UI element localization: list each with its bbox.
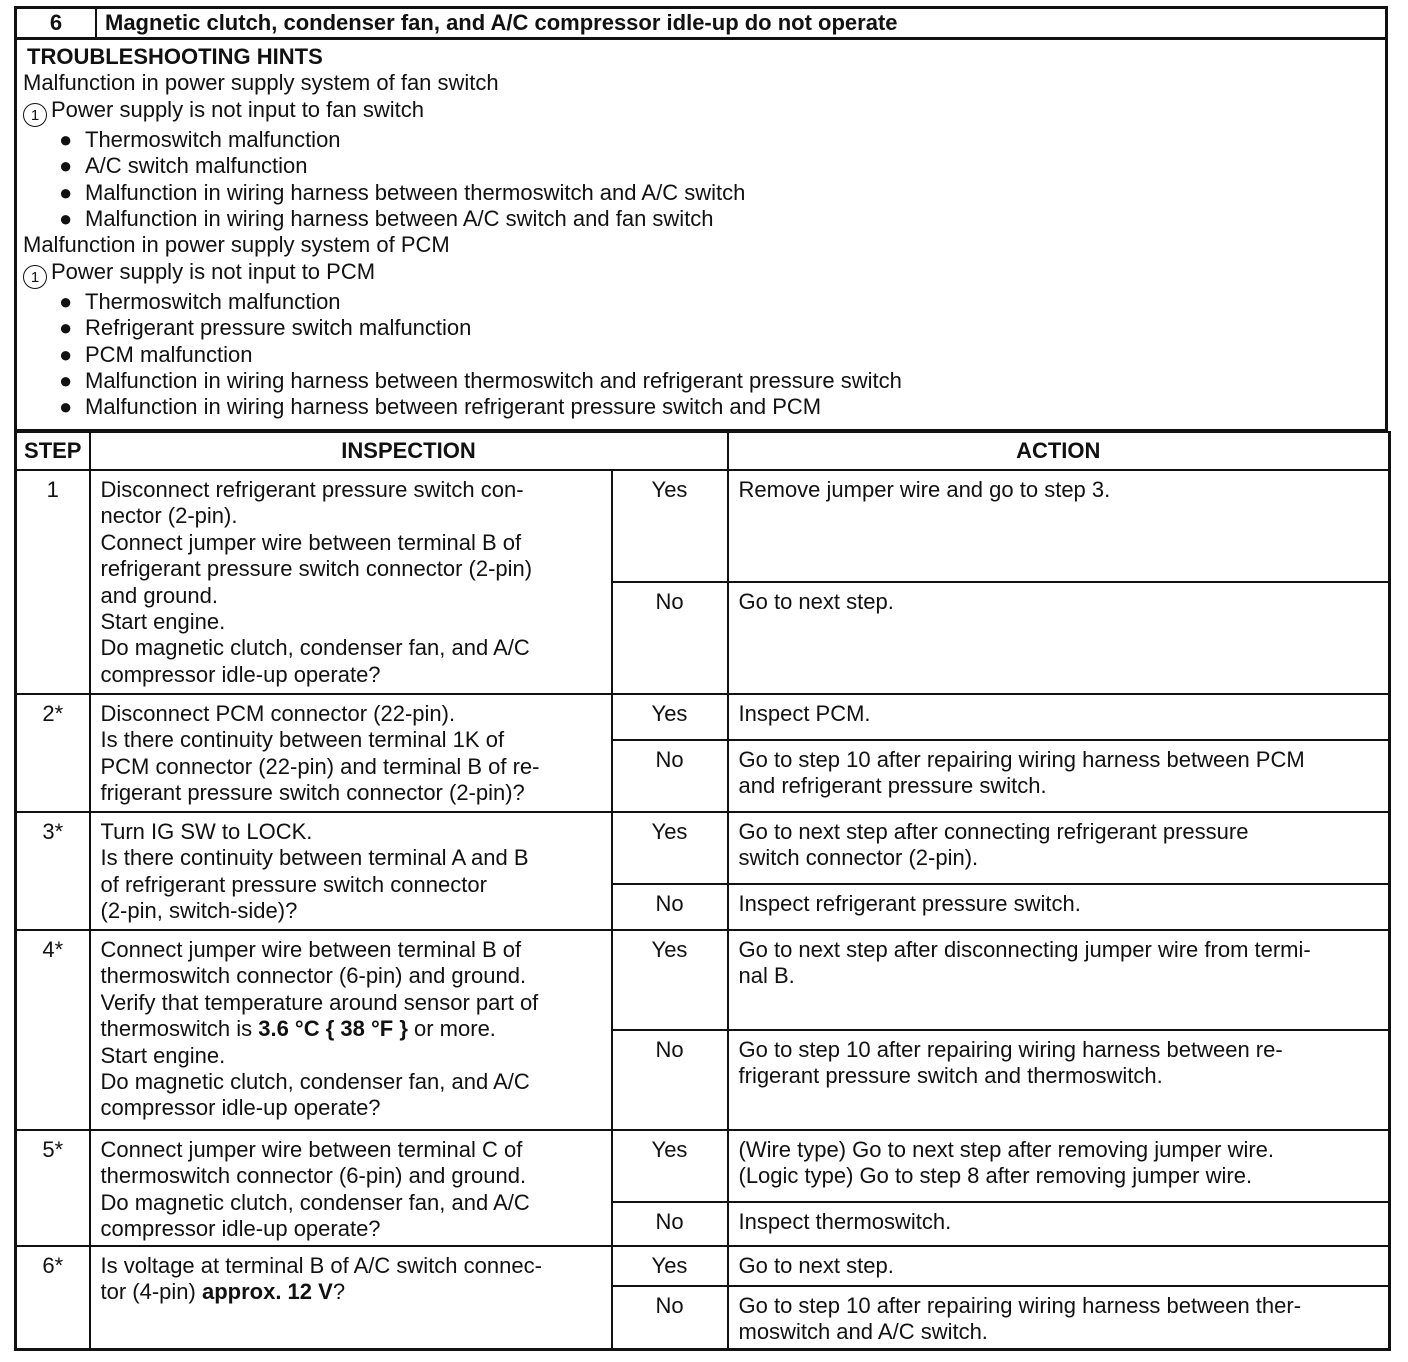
table-row (16, 930, 1390, 1030)
hint-group-pcm (23, 232, 1379, 420)
action-no (728, 1030, 1390, 1130)
answer-yes: Yes (612, 1246, 728, 1286)
table-row (16, 812, 1390, 884)
text-line: compressor idle-up operate? (100, 1216, 381, 1242)
text-line: Connect jumper wire between terminal B of (100, 936, 522, 962)
action-yes (728, 1246, 1390, 1286)
action-yes (728, 470, 1390, 582)
hint-bullet (23, 206, 1379, 232)
text-line: thermoswitch connector (6-pin) and ground. (100, 1163, 527, 1189)
troubleshooting-sheet (14, 6, 1388, 1351)
step-number: 4* (16, 930, 90, 1130)
text-line: Remove jumper wire and go to step 3. (738, 476, 1111, 502)
answer-no: No (612, 1030, 728, 1130)
answer-no: No (612, 884, 728, 930)
text-line: moswitch and A/C switch. (738, 1319, 988, 1345)
text-line: Go to next step. (738, 588, 894, 614)
text-line: Go to step 10 after repairing wiring harness between re- (738, 1036, 1283, 1062)
bullet-icon: ● (59, 288, 73, 314)
text-line: frigerant pressure switch connector (2-pin)? (100, 780, 525, 806)
bullet-icon: ● (59, 153, 73, 179)
text-line (101, 1279, 603, 1305)
answer-no: No (612, 1202, 728, 1246)
action-no (728, 1202, 1390, 1246)
hint-sub-text: Power supply is not input to fan switch (51, 96, 424, 122)
text-line: Connect jumper wire between terminal C of (100, 1136, 523, 1162)
hint-bullet (23, 368, 1379, 394)
text-line: (Wire type) Go to next step after removing jumper wire. (738, 1136, 1275, 1162)
text-line: and refrigerant pressure switch. (738, 773, 1047, 799)
circled-number-icon: 1 (23, 265, 47, 289)
inspection-cell (90, 694, 612, 812)
text-line: of refrigerant pressure switch connector (100, 871, 487, 897)
text-line: compressor idle-up operate? (100, 661, 381, 687)
bullet-icon: ● (59, 315, 73, 341)
text-span: tor (4-pin) (100, 1279, 202, 1305)
temperature-spec: 3.6 °C { 38 °F } (258, 1016, 408, 1042)
hint-bullet-text: A/C switch malfunction (85, 153, 308, 179)
hint-bullet-text: Refrigerant pressure switch malfunction (85, 315, 472, 341)
hint-group-fan-switch (23, 70, 1379, 232)
text-line: Inspect thermoswitch. (738, 1208, 952, 1234)
bullet-icon: ● (59, 394, 73, 420)
column-header-inspection: INSPECTION (90, 432, 728, 470)
text-span: ? (332, 1279, 346, 1305)
step-number: 2* (16, 694, 90, 812)
table-row (16, 1246, 1390, 1286)
step-number: 3* (16, 812, 90, 930)
hint-sub-text: Power supply is not input to PCM (51, 258, 376, 284)
text-line: switch connector (2-pin). (738, 845, 979, 871)
text-line: Do magnetic clutch, condenser fan, and A/C (100, 635, 530, 661)
text-line: Is there continuity between terminal A and B (100, 845, 529, 871)
text-line: compressor idle-up operate? (100, 1095, 381, 1121)
bullet-icon: ● (59, 206, 73, 232)
hint-bullet (23, 180, 1379, 206)
hint-heading: Malfunction in power supply system of PCM (23, 232, 450, 258)
text-line: Go to step 10 after repairing wiring harness between PCM (738, 746, 1305, 772)
text-line: Go to next step after disconnecting jumper wire from termi- (738, 936, 1311, 962)
text-line: Start engine. (100, 608, 226, 634)
hint-sub-item (23, 97, 1379, 127)
text-line: thermoswitch connector (6-pin) and ground. (100, 963, 527, 989)
text-line: refrigerant pressure switch connector (2-pin) (100, 556, 533, 582)
text-line: Inspect PCM. (738, 700, 871, 726)
hint-heading: Malfunction in power supply system of fan switch (23, 70, 499, 96)
text-line: nal B. (738, 963, 795, 989)
text-line: frigerant pressure switch and thermoswitch. (738, 1063, 1163, 1089)
inspection-cell (90, 470, 612, 694)
bullet-icon: ● (59, 179, 73, 205)
step-number: 5* (16, 1130, 90, 1246)
table-row (16, 470, 1390, 582)
hint-bullet (23, 342, 1379, 368)
action-yes (728, 812, 1390, 884)
text-line: Verify that temperature around sensor part of (100, 989, 539, 1015)
bullet-icon: ● (59, 341, 73, 367)
inspection-cell (90, 1246, 612, 1350)
hint-bullet (23, 153, 1379, 179)
text-span: thermoswitch is (100, 1016, 259, 1042)
hint-bullet-text: Thermoswitch malfunction (85, 126, 341, 152)
text-line: Do magnetic clutch, condenser fan, and A/C (100, 1068, 530, 1094)
voltage-spec: approx. 12 V (201, 1279, 333, 1305)
column-header-step: STEP (16, 432, 90, 470)
bullet-icon: ● (59, 126, 73, 152)
text-line: Is there continuity between terminal 1K of (100, 727, 505, 753)
action-no (728, 740, 1390, 812)
answer-yes: Yes (612, 930, 728, 1030)
action-no (728, 582, 1390, 694)
text-line: Connect jumper wire between terminal B of (100, 529, 522, 555)
action-yes (728, 1130, 1390, 1202)
inspection-cell (90, 930, 612, 1130)
hints-title: TROUBLESHOOTING HINTS (27, 44, 323, 69)
bullet-icon: ● (59, 368, 73, 394)
text-line: PCM connector (22-pin) and terminal B of re- (100, 753, 540, 779)
answer-no: No (612, 740, 728, 812)
answer-yes: Yes (612, 694, 728, 740)
text-line: nector (2-pin). (100, 503, 238, 529)
hint-bullet-text: Malfunction in wiring harness between thermoswitch and refrigerant pressure switch (85, 368, 902, 394)
action-no (728, 884, 1390, 930)
hint-bullet-text: Malfunction in wiring harness between refrigerant pressure switch and PCM (85, 394, 822, 420)
answer-no: No (612, 582, 728, 694)
procedure-header (14, 6, 1388, 40)
answer-no: No (612, 1286, 728, 1350)
hint-bullet-text: Malfunction in wiring harness between thermoswitch and A/C switch (85, 179, 746, 205)
text-line: Inspect refrigerant pressure switch. (738, 890, 1081, 916)
text-line: Go to next step. (738, 1252, 894, 1278)
hint-bullet-text: PCM malfunction (85, 341, 253, 367)
text-line: and ground. (100, 582, 218, 608)
action-yes (728, 694, 1390, 740)
text-span: or more. (407, 1016, 496, 1042)
inspection-cell (90, 812, 612, 930)
hint-bullet-text: Thermoswitch malfunction (85, 288, 341, 314)
text-line: Turn IG SW to LOCK. (100, 818, 313, 844)
text-line: Is voltage at terminal B of A/C switch connec- (100, 1252, 542, 1278)
step-number: 6* (16, 1246, 90, 1350)
table-header-row (16, 432, 1390, 470)
circled-number-icon: 1 (23, 103, 47, 127)
text-line: Go to step 10 after repairing wiring harness between ther- (738, 1292, 1302, 1318)
hint-bullet (23, 289, 1379, 315)
action-no (728, 1286, 1390, 1350)
answer-yes: Yes (612, 812, 728, 884)
text-line: Disconnect PCM connector (22-pin). (100, 700, 456, 726)
hint-bullet (23, 394, 1379, 420)
inspection-table (14, 431, 1391, 1352)
hint-sub-item (23, 259, 1379, 289)
answer-yes: Yes (612, 470, 728, 582)
table-row (16, 694, 1390, 740)
procedure-number: 6 (17, 9, 97, 37)
inspection-cell (90, 1130, 612, 1246)
action-yes (728, 930, 1390, 1030)
text-line: Do magnetic clutch, condenser fan, and A/C (100, 1189, 530, 1215)
text-line: Go to next step after connecting refrigerant pressure (738, 818, 1249, 844)
hint-bullet (23, 315, 1379, 341)
text-line: Disconnect refrigerant pressure switch con- (100, 476, 524, 502)
hint-bullet-text: Malfunction in wiring harness between A/C switch and fan switch (85, 206, 714, 232)
troubleshooting-hints (14, 40, 1388, 431)
procedure-title: Magnetic clutch, condenser fan, and A/C compressor idle-up do not operate (105, 10, 898, 35)
text-line (101, 1016, 603, 1042)
text-line: (2-pin, switch-side)? (100, 898, 298, 924)
text-line: (Logic type) Go to step 8 after removing jumper wire. (738, 1163, 1253, 1189)
text-line: Start engine. (100, 1042, 226, 1068)
column-header-action: ACTION (728, 432, 1390, 470)
step-number: 1 (16, 470, 90, 694)
hint-bullet (23, 127, 1379, 153)
table-row (16, 1130, 1390, 1202)
answer-yes: Yes (612, 1130, 728, 1202)
